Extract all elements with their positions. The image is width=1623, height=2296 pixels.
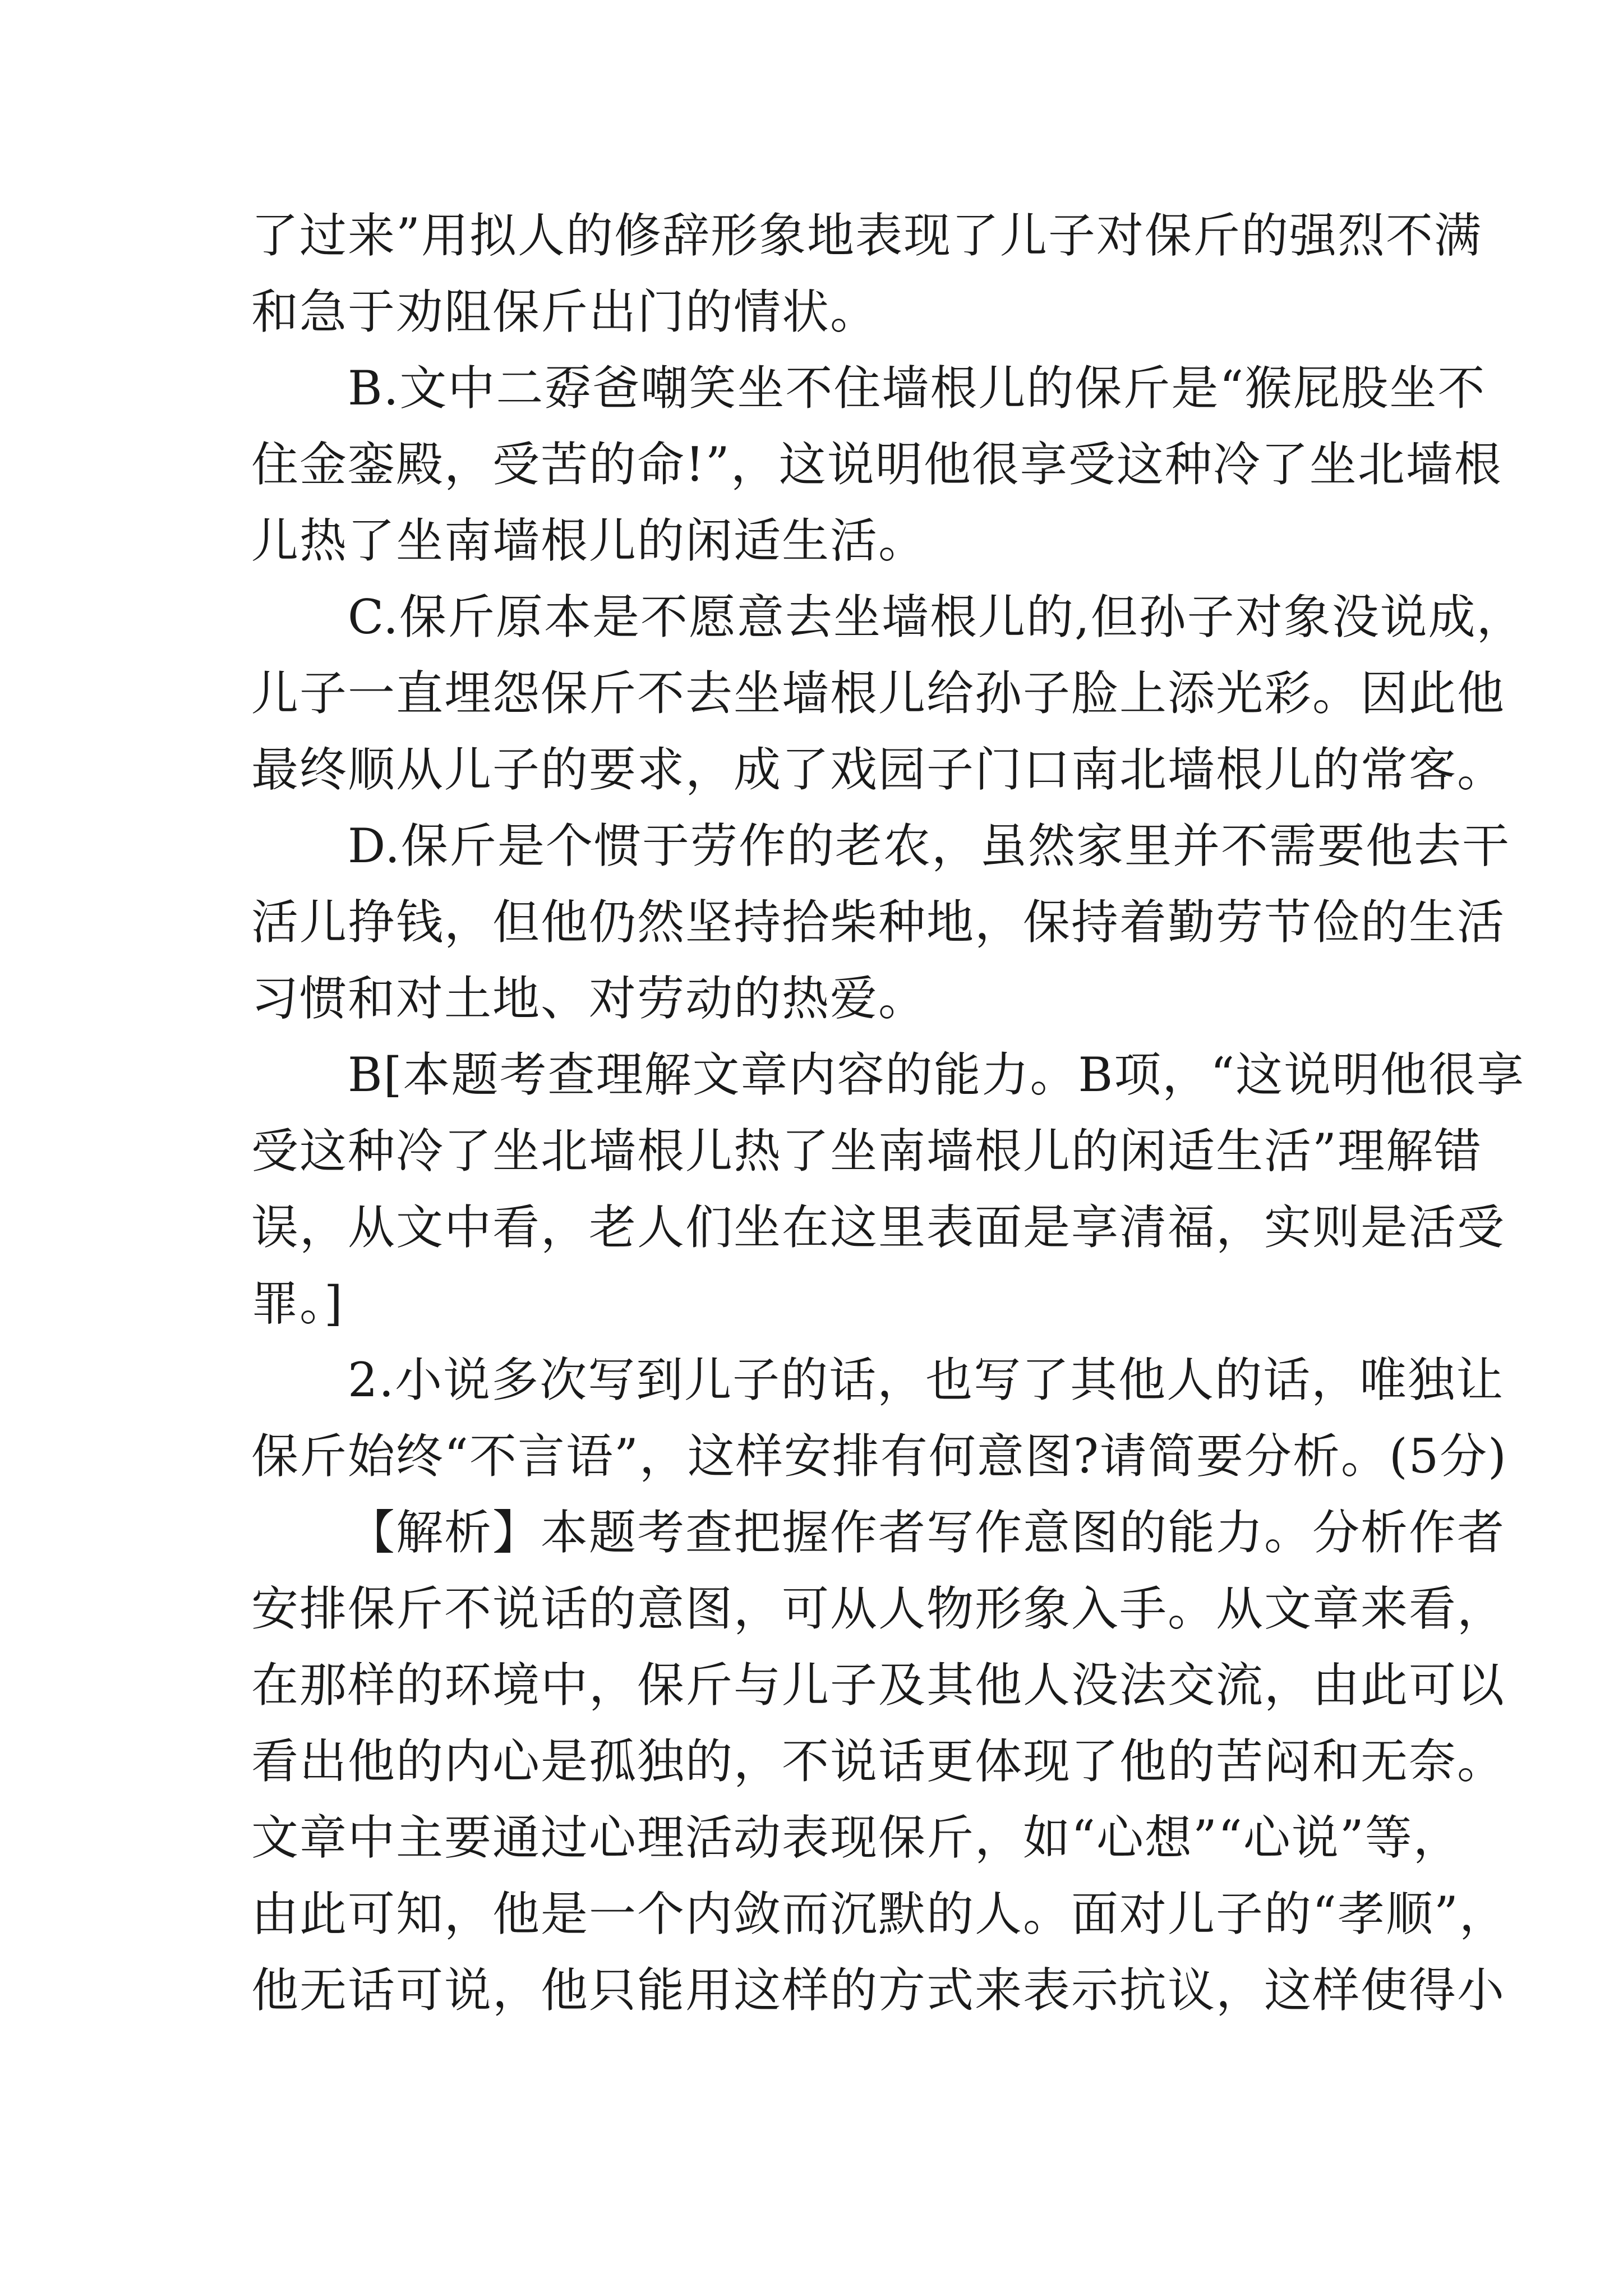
text-line: 安排保斤不说话的意图，可从人物形象入手。从文章来看， [251,1581,1506,1636]
text-line: C.保斤原本是不愿意去坐墙根儿的,但孙子对象没说成， [348,590,1525,645]
text-line: 由此可知，他是一个内敛而沉默的人。面对儿子的“孝顺”， [251,1887,1507,1941]
text-line: 2.小说多次写到儿子的话，也写了其他人的话，唯独让 [348,1352,1505,1407]
text-line: 和急于劝阻保斤出门的情状。 [251,284,879,339]
text-line: 受这种冷了坐北墙根儿热了坐南墙根儿的闲适生活”理解错 [251,1124,1482,1179]
text-line: 了过来”用拟人的修辞形象地表现了儿子对保斤的强烈不满 [251,208,1482,263]
text-line: D.保斤是个惯于劳作的老农，虽然家里并不需要他去干 [348,818,1511,873]
text-line: 儿子一直埋怨保斤不去坐墙根儿给孙子脸上添光彩。因此他 [251,666,1506,721]
text-line: 习惯和对土地、对劳动的热爱。 [251,971,927,1026]
text-line: 文章中主要通过心理活动表现保斤，如“心想”“心说”等， [251,1810,1461,1865]
text-line: 活儿挣钱，但他仍然坚持拾柴种地，保持着勤劳节俭的生活 [251,895,1506,950]
document-body [251,197,1525,2028]
text-line: 他无话可说，他只能用这样的方式来表示抗议，这样使得小 [251,1963,1506,2018]
text-line: B[本题考查理解文章内容的能力。B项，“这说明他很享 [348,1047,1525,1102]
text-line: 最终顺从儿子的要求，成了戏园子门口南北墙根儿的常客。 [251,742,1506,797]
text-line: 罪。] [251,1276,344,1331]
text-line: 儿热了坐南墙根儿的闲适生活。 [251,513,927,568]
text-line: 看出他的内心是孤独的，不说话更体现了他的苦闷和无奈。 [251,1734,1506,1789]
text-line: 住金銮殿，受苦的命!”，这说明他很享受这种冷了坐北墙根 [251,437,1502,492]
text-line: 误，从文中看，老人们坐在这里表面是享清福，实则是活受 [251,1200,1506,1255]
text-line: B.文中二孬爸嘲笑坐不住墙根儿的保斤是“猴屁股坐不 [348,361,1486,416]
text-line: 在那样的环境中，保斤与儿子及其他人没法交流，由此可以 [251,1658,1506,1713]
text-line: 【解析】本题考查把握作者写作意图的能力。分析作者 [348,1505,1506,1560]
text-line: 保斤始终“不言语”，这样安排有何意图?请简要分析。(5分) [251,1429,1507,1484]
